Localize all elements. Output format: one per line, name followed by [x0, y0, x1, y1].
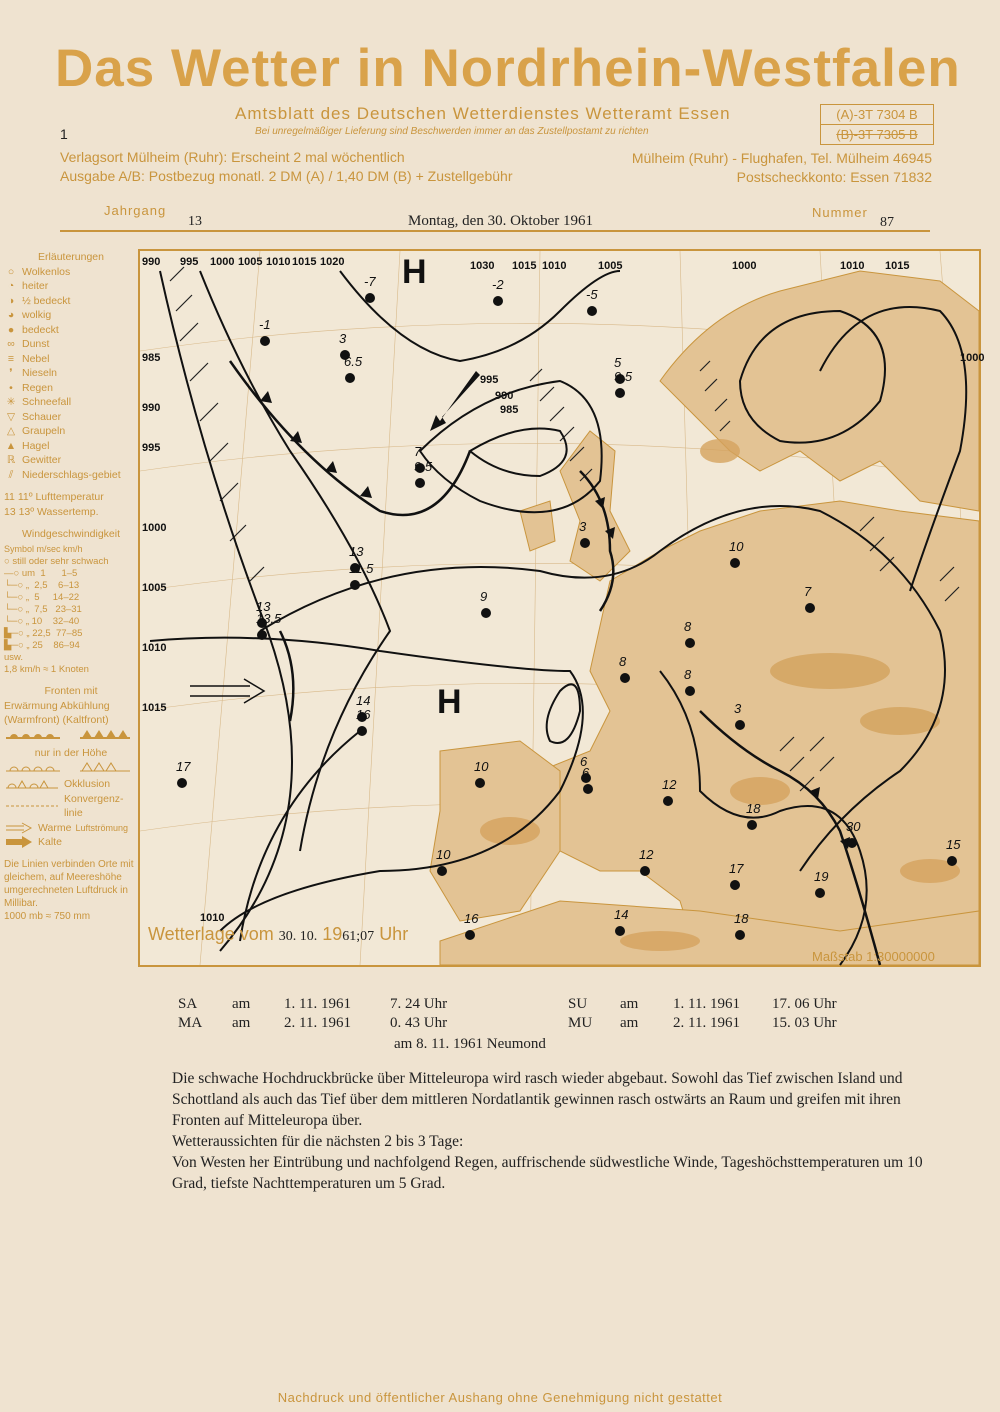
issue-date: Montag, den 30. Oktober 1961 [408, 213, 593, 229]
map-caption-suffix: Uhr [379, 924, 409, 944]
fronts-title: Fronten mit [44, 685, 98, 697]
station-value: 16 [464, 911, 479, 926]
legend-title: Erläuterungen [38, 251, 104, 263]
legend-item [4, 468, 138, 483]
nummer-label: Nummer [812, 205, 868, 220]
wind-row: └─○ „ 10 32–40 [4, 616, 80, 627]
weather-symbol-icon: ≡ [7, 352, 15, 365]
station-dot [260, 336, 270, 346]
address-line-2: Postscheckkonto: Essen 71832 [736, 169, 932, 185]
station-value: 7 [414, 444, 422, 459]
legend-item [4, 381, 138, 396]
station-value: 3 [734, 701, 742, 716]
isobar-value: 985 [500, 404, 519, 416]
station-value: 8 [619, 654, 627, 669]
weather-symbol-icon: ⫽ [8, 468, 14, 481]
station-value: 9.5 [614, 369, 633, 384]
station-value: -2 [492, 277, 504, 292]
address-line-1: Mülheim (Ruhr) - Flughafen, Tel. Mülheim 46945 [631, 150, 932, 166]
legend-item [4, 323, 138, 338]
wind-row: └─○ „ 7,5 23–31 [4, 604, 82, 615]
legend-item [4, 453, 138, 468]
station-value: 13 [256, 599, 271, 614]
legend-label: Graupeln [22, 425, 66, 437]
map-legend [4, 248, 138, 924]
high-pressure-azores: H [437, 683, 462, 721]
station-dot [437, 866, 447, 876]
station-dot [663, 796, 673, 806]
map-caption-prefix: Wetterlage vom [148, 924, 274, 944]
legend-label: Regen [22, 381, 53, 394]
pressure-conversion: 1000 mb ≈ 750 mm [4, 910, 91, 922]
warm-label: Warme [38, 821, 72, 834]
weather-symbol-icon: ℝ [6, 454, 16, 466]
station-value: 18 [746, 801, 761, 816]
sa-time: 7. 24 Uhr [390, 996, 448, 1012]
station-value: 16 [356, 707, 371, 722]
station-value: 18 [734, 911, 749, 926]
weather-symbol-icon: ❜ [9, 367, 13, 379]
legend-label: Schneefall [22, 396, 72, 408]
mu-am: am [620, 1015, 639, 1031]
air-temp-legend: 11 11º Lufttemperatur [4, 491, 104, 503]
station-dot [847, 838, 857, 848]
station-dot [475, 778, 485, 788]
convergence-row [4, 792, 138, 821]
station-dot [640, 866, 650, 876]
legend-item [4, 294, 138, 309]
convergence-label: Konvergenz-linie [64, 792, 124, 819]
station-value: 14 [614, 907, 629, 922]
ma-am: am [232, 1015, 251, 1031]
legend-label: Hagel [22, 439, 50, 452]
isobar-value: 1000 [732, 260, 757, 272]
front-symbols-icon [4, 728, 134, 740]
station-dot [493, 296, 503, 306]
sa-date: 1. 11. 1961 [284, 996, 351, 1012]
station-dot [481, 608, 491, 618]
wind-row: usw. [4, 652, 24, 663]
temperature-legend [4, 490, 138, 519]
station-dot [345, 373, 355, 383]
station-dot [350, 580, 360, 590]
cloud-symbol-list [4, 265, 138, 483]
publisher-info [60, 148, 513, 186]
synopsis-paragraph: Die schwache Hochdruckbrücke über Mitteleuropa wird rasch wieder abgebaut. Sowohl das Tief zwischen Island und Schottland als auch das Tief über dem mittleren Nordatlantik gewinnen rasch ostwärts an Raum und greifen mit ihren Fronten auf Mitteleuropa über. [172, 1070, 903, 1129]
isobar-value: 1015 [142, 702, 167, 714]
weather-symbol-icon: ● [7, 323, 15, 336]
su-time: 17. 06 Uhr [772, 996, 837, 1012]
isobar-value: 990 [142, 256, 161, 268]
cold-air-arrow-icon [4, 836, 34, 848]
legend-label: Gewitter [22, 454, 62, 466]
cold-label: Kalte [38, 836, 62, 848]
hoehe-label: nur in der Höhe [34, 747, 108, 759]
weather-symbol-icon: △ [6, 425, 16, 437]
isobar-value: 1000 [210, 256, 235, 268]
isobar-value: 1010 [840, 260, 865, 272]
isobar-value: 1005 [598, 260, 623, 272]
station-value: 17 [729, 861, 744, 876]
station-value: 30 [846, 819, 861, 834]
wind-legend [4, 527, 138, 676]
isobar-value: 1010 [200, 912, 225, 924]
legend-label: Schauer [22, 410, 62, 423]
weather-symbol-icon: ◕ [7, 309, 15, 321]
station-dot [815, 888, 825, 898]
station-value: 6.5 [344, 354, 363, 369]
convergence-icon [4, 801, 60, 811]
warm-air-arrow-icon [4, 822, 34, 834]
station-value: 19 [814, 869, 829, 884]
mu-date: 2. 11. 1961 [673, 1015, 740, 1031]
legend-item [4, 439, 138, 454]
station-value: 3 [339, 331, 347, 346]
station-value: -7 [364, 274, 376, 289]
new-moon: am 8. 11. 1961 Neumond [394, 1036, 546, 1052]
isobar-value: 995 [480, 374, 499, 386]
outlook-paragraph: Von Westen her Eintrübung und nachfolgend Regen, auffrischende südwestliche Winde, Tageshöchsttemperaturen um 10 Grad, tiefste Nachttemperaturen um 5 Grad. [172, 1154, 923, 1192]
station-value: 10 [436, 847, 451, 862]
station-value: 6 [582, 765, 590, 780]
isobar-value: 1020 [320, 256, 345, 268]
occlusion-row [4, 777, 138, 792]
cold-air-row [4, 835, 138, 850]
legend-item [4, 279, 138, 294]
upper-front-icon [4, 761, 134, 773]
isobar-value: 995 [142, 442, 161, 454]
station-dot [947, 856, 957, 866]
station-value: 8 [684, 619, 692, 634]
weather-symbol-icon: • [9, 381, 13, 394]
station-dot [465, 930, 475, 940]
weather-symbol-icon: ○ [7, 265, 15, 278]
station-dot [580, 538, 590, 548]
wind-speed-list [4, 556, 138, 676]
complaint-notice: Bei unregelmäßiger Lieferung sind Beschwerden immer an das Zustellpostamt zu richten [255, 126, 649, 137]
legend-item [4, 366, 138, 381]
weather-map [138, 249, 985, 967]
legend-label: wolkig [22, 309, 52, 321]
station-dot [615, 926, 625, 936]
legend-item [4, 352, 138, 367]
isobar-note: Die Linien verbinden Orte mit gleichem, auf Meereshöhe umgerechneten Luftdruck in Millibar. [4, 858, 134, 909]
isobar-value: 1005 [142, 582, 167, 594]
footer-notice: Nachdruck und öffentlicher Aushang ohne Genehmigung nicht gestattet [277, 1390, 723, 1405]
ma-time: 0. 43 Uhr [390, 1015, 448, 1031]
weather-symbol-icon: ▲ [5, 439, 17, 452]
legend-label: Nebel [22, 352, 50, 365]
station-value: 15 [946, 837, 961, 852]
issue-code-a: (A)-3T 7304 B [836, 107, 918, 122]
subtitle: Amtsblatt des Deutschen Wetterdienstes Wetteramt Essen [235, 104, 731, 123]
address-info [632, 149, 932, 187]
occlusion-icon [4, 779, 60, 789]
station-dot [587, 306, 597, 316]
mu-time: 15. 03 Uhr [772, 1015, 837, 1031]
station-dot [747, 820, 757, 830]
station-dot [735, 930, 745, 940]
land-masses [430, 271, 979, 965]
station-value: 5 [614, 355, 622, 370]
jahrgang-value: 13 [188, 214, 202, 229]
fronts-line-2: (Warmfront) (Kaltfront) [4, 714, 109, 726]
water-temp-legend: 13 13º Wassertemp. [4, 505, 99, 518]
su-label: SU [568, 996, 588, 1012]
weather-map-svg [140, 251, 985, 965]
station-value: 9.5 [414, 459, 433, 474]
legend-item [4, 265, 138, 280]
station-dot [685, 638, 695, 648]
station-value: -5 [586, 287, 598, 302]
station-value: 17 [176, 759, 191, 774]
station-dot [685, 686, 695, 696]
station-dot [357, 726, 367, 736]
wind-row: └─○ „ 2,5 6–13 [4, 580, 80, 591]
legend-label: ½ bedeckt [22, 294, 71, 307]
isobar-value: 1005 [238, 256, 263, 268]
newspaper-title: Das Wetter in Nordrhein-Westfalen [55, 39, 961, 98]
station-dot [257, 630, 267, 640]
station-value: 6 [580, 754, 588, 769]
legend-label: Nieseln [22, 367, 58, 379]
weather-symbol-icon: ◑ [7, 294, 15, 307]
mu-label: MU [568, 1015, 593, 1031]
map-caption-year: 19 [322, 924, 343, 944]
isobar-value: 990 [495, 390, 514, 402]
station-value: 12 [662, 777, 677, 792]
wind-legend-title: Windgeschwindigkeit [21, 528, 121, 540]
high-pressure-north: H [402, 253, 427, 291]
legend-item [4, 308, 138, 323]
wind-row: ○ still oder sehr schwach [4, 556, 109, 567]
station-dot [735, 720, 745, 730]
fronts-legend [4, 684, 138, 850]
weather-symbol-icon: ✳ [6, 396, 16, 408]
scandinavia [660, 271, 979, 511]
station-dot [583, 784, 593, 794]
ma-date: 2. 11. 1961 [284, 1015, 351, 1031]
station-value: 9 [480, 589, 488, 604]
weather-symbol-icon: ▽ [6, 410, 16, 423]
fronts-line: Erwärmung Abkühlung [4, 699, 110, 712]
station-dot [805, 603, 815, 613]
legend-item [4, 424, 138, 439]
su-am: am [620, 996, 639, 1012]
ireland [520, 501, 555, 551]
station-value: 7 [804, 584, 812, 599]
isobar-value: 1030 [470, 260, 495, 272]
wind-row: ▙─○ „ 22,5 77–85 [4, 628, 83, 639]
legend-label: Wolkenlos [22, 265, 71, 278]
isobar-value: 1010 [266, 256, 291, 268]
wind-row: └─○ „ 5 14–22 [4, 592, 80, 603]
weather-symbol-icon: ◔ [7, 280, 15, 292]
isobar-value: 985 [142, 352, 161, 364]
map-caption-yeartime: 61;07 [342, 929, 375, 944]
isobar-value: 1015 [885, 260, 910, 272]
isobar-value: 1000 [142, 522, 167, 534]
isobar-value: 1010 [142, 642, 167, 654]
margin-mark: 1 [60, 126, 68, 142]
weather-symbol-icon: ∞ [7, 338, 15, 350]
station-dot [615, 388, 625, 398]
legend-item [4, 337, 138, 352]
nummer-value: 87 [880, 215, 894, 230]
station-value: 8 [684, 667, 692, 682]
publisher-line-1: Verlagsort Mülheim (Ruhr): Erscheint 2 mal wöchentlich [60, 149, 405, 165]
jahrgang-label: Jahrgang [104, 203, 167, 218]
station-value: 11.5 [349, 561, 374, 576]
station-value: 13 [349, 544, 364, 559]
map-caption-date: 30. 10. [278, 929, 318, 944]
forecast-text [172, 1068, 924, 1194]
station-dot [177, 778, 187, 788]
sa-am: am [232, 996, 251, 1012]
outlook-heading: Wetteraussichten für die nächsten 2 bis 3 Tage: [172, 1133, 464, 1150]
station-value: 12 [639, 847, 654, 862]
isobar-value: 1000 [960, 352, 985, 364]
sun-moon-times [0, 996, 1000, 1056]
wind-row: 1,8 km/h ≈ 1 Knoten [4, 664, 89, 675]
sa-label: SA [178, 996, 198, 1012]
legend-label: bedeckt [22, 323, 59, 336]
legend-label: Dunst [22, 338, 50, 350]
isobar-value: 990 [142, 402, 161, 414]
isobar-value: 1015 [292, 256, 317, 268]
station-dot [365, 293, 375, 303]
station-dot [620, 673, 630, 683]
legend-label: Niederschlags-gebiet [22, 468, 121, 481]
legend-item [4, 395, 138, 410]
map-scale: Maßstab 1:30000000 [812, 949, 935, 964]
publisher-line-2: Ausgabe A/B: Postbezug monatl. 2 DM (A) / 1,40 DM (B) + Zustellgebühr [60, 168, 513, 184]
isobar-value: 1015 [512, 260, 537, 272]
station-value: 10 [729, 539, 744, 554]
issue-code-b: (B)-3T 7305 B [821, 124, 933, 144]
issue-code-box [820, 104, 934, 145]
su-date: 1. 11. 1961 [673, 996, 740, 1012]
ma-label: MA [178, 1015, 203, 1031]
wind-legend-header: Symbol m/sec km/h [4, 543, 83, 554]
legend-item [4, 410, 138, 425]
station-value: 13.5 [256, 611, 282, 626]
station-value: 10 [474, 759, 489, 774]
wind-row: ▙─○ „ 25 86–94 [4, 640, 80, 651]
station-value: 14 [356, 693, 371, 708]
station-value: 3 [579, 519, 587, 534]
station-dot [415, 478, 425, 488]
warm-air-row [4, 821, 138, 836]
british-isles [560, 431, 630, 581]
wind-row: —○ um 1 1–5 [4, 568, 78, 579]
isobar-value: 1010 [542, 260, 567, 272]
station-dot [730, 558, 740, 568]
legend-label: heiter [22, 280, 49, 292]
occlusion-label: Okklusion [64, 778, 111, 790]
station-value: -1 [259, 317, 271, 332]
map-caption [148, 924, 408, 945]
station-dot [730, 880, 740, 890]
luftstroemung-label: Luftströmung [75, 822, 128, 833]
isobar-value: 995 [180, 256, 199, 268]
